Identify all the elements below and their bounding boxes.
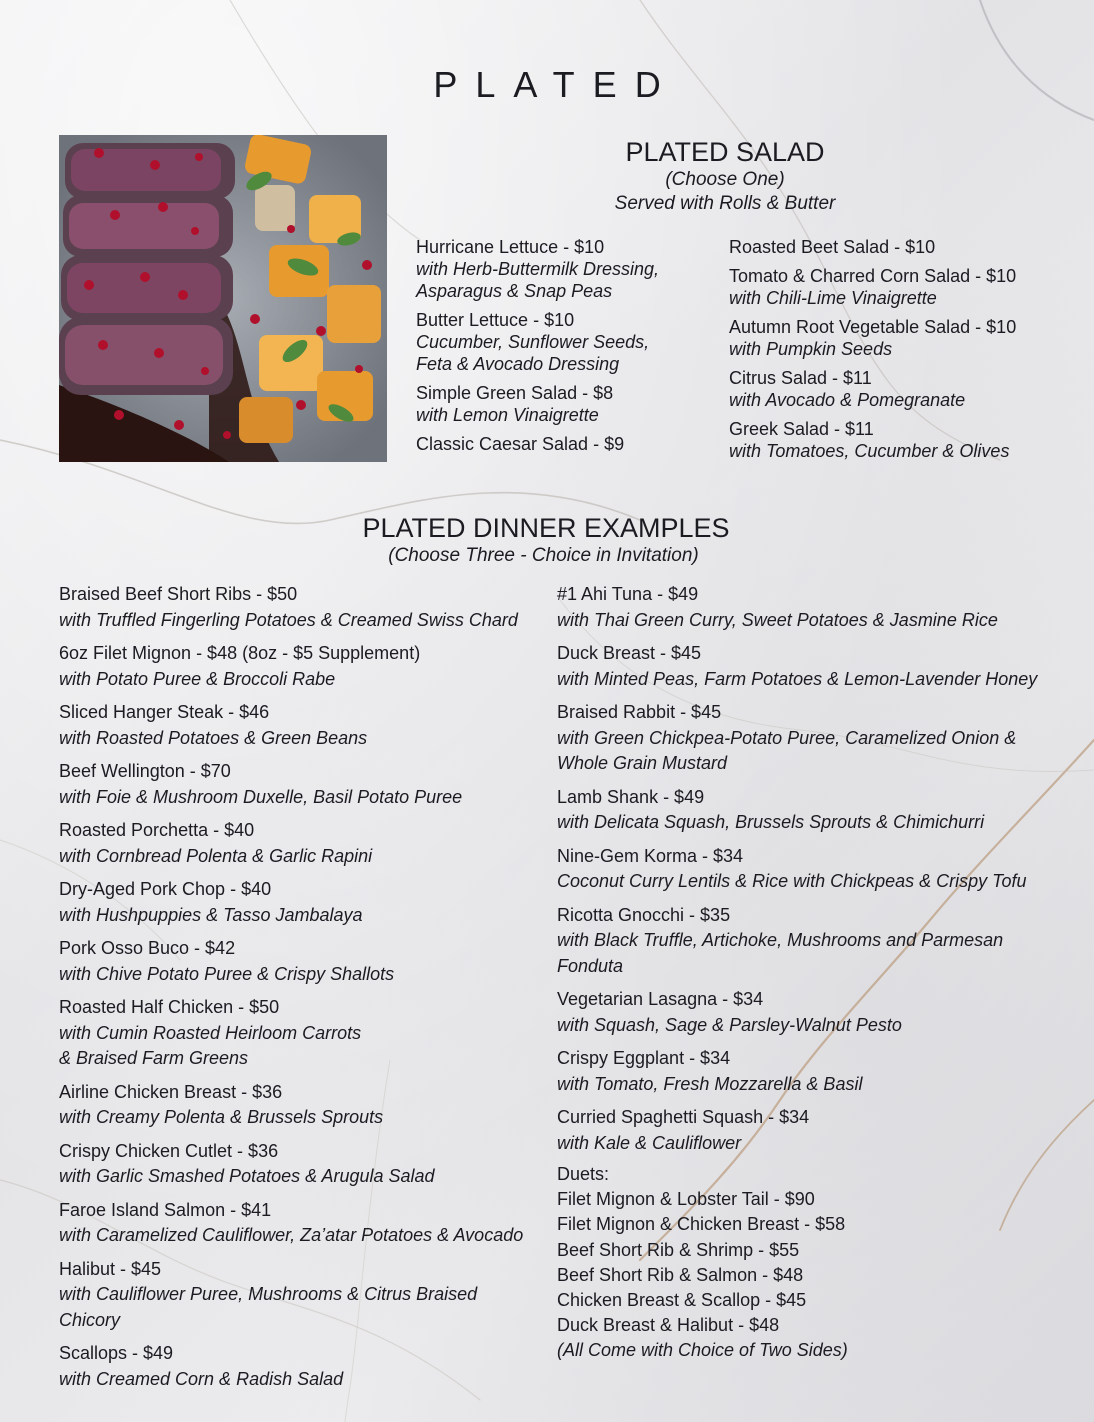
menu-item-description: with Thai Green Curry, Sweet Potatoes & Jasmine Rice [557,609,998,630]
menu-item [557,987,1077,1038]
menu-item [557,641,1077,692]
menu-item [59,936,539,987]
menu-item-description: Fonduta [557,955,624,976]
menu-item-name: Autumn Root Vegetable Salad - $10 [729,317,1017,337]
menu-item [557,844,1077,895]
menu-item-description: with Truffled Fingerling Potatoes & Creamed Swiss Chard [59,609,518,630]
menu-item-name: Ricotta Gnocchi - $35 [557,904,731,925]
menu-item [59,1198,539,1249]
menu-item-name: Hurricane Lettuce - $10 [416,237,605,257]
menu-item-description: Cucumber, Sunflower Seeds, [416,332,650,352]
menu-item [557,903,1077,980]
menu-item [59,818,539,869]
menu-item-name: Braised Beef Short Ribs - $50 [59,584,298,604]
duet-item: Beef Short Rib & Shrimp - $55 [557,1239,800,1260]
menu-item-name: Airline Chicken Breast - $36 [59,1081,283,1102]
menu-item-description: with Cumin Roasted Heirloom Carrots [59,1022,362,1043]
menu-item-name: Duck Breast - $45 [557,643,702,663]
menu-item [59,759,539,810]
menu-item-name: Classic Caesar Salad - $9 [416,434,625,454]
menu-item-name: Nine-Gem Korma - $34 [557,845,744,866]
salad-choose-note: (Choose One) [665,169,785,190]
menu-item-name: Scallops - $49 [59,1343,174,1363]
menu-item-name: Curried Spaghetti Squash - $34 [557,1107,810,1127]
menu-item-description: with Kale & Cauliflower [557,1132,742,1153]
menu-item-name: Vegetarian Lasagna - $34 [557,989,764,1009]
menu-item-description: with Black Truffle, Artichoke, Mushrooms and Parmesan [557,930,1004,950]
menu-item [59,1341,539,1392]
menu-item [557,785,1077,836]
menu-item-description: with Caramelized Cauliflower, Za’atar Potatoes & Avocado [59,1225,524,1245]
menu-item-description: with Tomato, Fresh Mozzarella & Basil [557,1073,863,1094]
dinner-list-left [59,582,539,1400]
menu-item-name: Butter Lettuce - $10 [416,310,575,330]
menu-item [557,700,1077,777]
duets-label: Duets: [557,1164,610,1184]
menu-item [416,236,716,302]
menu-item [59,1080,539,1131]
menu-item-description: with Chive Potato Puree & Crispy Shallots [59,963,395,984]
menu-item [59,995,539,1072]
menu-item-description: with Tomatoes, Cucumber & Olives [729,441,1010,461]
menu-item [59,700,539,751]
dinner-section-header [0,512,1094,568]
menu-item [729,316,1059,360]
menu-item-description: with Green Chickpea-Potato Puree, Caramelized Onion & [557,727,1017,748]
duet-item: Filet Mignon & Lobster Tail - $90 [557,1189,815,1210]
menu-item-description: Whole Grain Mustard [557,753,728,773]
duet-item: Filet Mignon & Chicken Breast - $58 [557,1214,846,1235]
menu-item [729,367,1059,411]
menu-item-description: Coconut Curry Lentils & Rice with Chickpeas & Crispy Tofu [557,871,1027,891]
dinner-list-right [557,582,1077,1364]
menu-item-name: Roasted Half Chicken - $50 [59,997,280,1017]
menu-item-description: with Foie & Mushroom Duxelle, Basil Potato Puree [59,786,463,807]
menu-item-description: with Minted Peas, Farm Potatoes & Lemon-Lavender Honey [557,668,1038,689]
duets-block [557,1162,1077,1364]
menu-item-name: Crispy Eggplant - $34 [557,1048,731,1068]
menu-item-name: Roasted Beet Salad - $10 [729,237,936,257]
menu-item-name: Roasted Porchetta - $40 [59,820,255,840]
menu-item [59,1139,539,1190]
menu-item [59,1257,539,1334]
dinner-choose-note: (Choose Three - Choice in Invitation) [388,545,699,566]
menu-item-description: with Cauliflower Puree, Mushrooms & Citrus Braised Chicory [59,1284,478,1330]
salad-heading: PLATED SALAD [625,137,825,167]
menu-item-name: Pork Osso Buco - $42 [59,938,236,958]
menu-item-name: Halibut - $45 [59,1258,162,1279]
menu-item-name: Citrus Salad - $11 [729,368,872,388]
menu-item-name: Faroe Island Salmon - $41 [59,1199,272,1220]
dinner-heading: PLATED DINNER EXAMPLES [362,513,730,543]
menu-item-name: Braised Rabbit - $45 [557,702,722,722]
salad-list-right [729,236,1059,469]
menu-item-description: with Creamed Corn & Radish Salad [59,1368,344,1389]
menu-item-name: Sliced Hanger Steak - $46 [59,702,270,722]
menu-item [557,1046,1077,1097]
food-photo [59,135,387,462]
menu-item-description: Feta & Avocado Dressing [416,354,620,374]
menu-item-name: 6oz Filet Mignon - $48 (8oz - $5 Supplement) [59,643,421,663]
menu-item [729,265,1059,309]
menu-item-description: with Creamy Polenta & Brussels Sprouts [59,1107,384,1127]
menu-item [729,418,1059,462]
menu-item-name: Tomato & Charred Corn Salad - $10 [729,266,1017,286]
page-title: PLATED [433,64,679,105]
menu-item-description: & Braised Farm Greens [59,1048,249,1068]
menu-item-description: with Lemon Vinaigrette [416,405,599,425]
menu-item-description: with Cornbread Polenta & Garlic Rapini [59,845,373,866]
salad-served-note: Served with Rolls & Butter [614,193,836,214]
menu-item-description: with Pumpkin Seeds [729,339,893,359]
duet-item: Duck Breast & Halibut - $48 [557,1315,780,1336]
menu-item-description: with Garlic Smashed Potatoes & Arugula Salad [59,1166,435,1186]
menu-item [416,382,716,426]
menu-item-name: Simple Green Salad - $8 [416,383,614,403]
menu-item [59,582,539,633]
menu-item-description: with Potato Puree & Broccoli Rabe [59,668,336,689]
menu-item-description: with Herb-Buttermilk Dressing, [416,259,660,279]
menu-item-description: Asparagus & Snap Peas [416,281,613,301]
menu-item [59,877,539,928]
duet-item: Beef Short Rib & Salmon - $48 [557,1264,804,1285]
menu-item [557,582,1077,633]
menu-item-description: with Chili-Lime Vinaigrette [729,288,937,308]
duet-item: Chicken Breast & Scallop - $45 [557,1290,807,1311]
menu-item-name: Dry-Aged Pork Chop - $40 [59,879,272,899]
menu-item [729,236,1059,258]
menu-item [416,309,716,375]
menu-item-description: with Delicata Squash, Brussels Sprouts & Chimichurri [557,812,985,832]
menu-item-description: with Squash, Sage & Parsley-Walnut Pesto [557,1014,902,1035]
menu-item [59,641,539,692]
menu-item-name: Crispy Chicken Cutlet - $36 [59,1140,279,1161]
menu-item [416,433,716,455]
menu-item-description: with Roasted Potatoes & Green Beans [59,727,368,748]
menu-item-description: with Avocado & Pomegranate [729,390,966,410]
salad-list-left [416,236,716,462]
menu-item-name: #1 Ahi Tuna - $49 [557,584,699,604]
menu-item-name: Lamb Shank - $49 [557,786,705,807]
menu-item-description: with Hushpuppies & Tasso Jambalaya [59,904,363,925]
duets-note: (All Come with Choice of Two Sides) [557,1340,848,1361]
menu-item-name: Greek Salad - $11 [729,419,874,439]
menu-item [557,1105,1077,1156]
salad-section-header [540,136,910,216]
menu-item-name: Beef Wellington - $70 [59,761,231,781]
